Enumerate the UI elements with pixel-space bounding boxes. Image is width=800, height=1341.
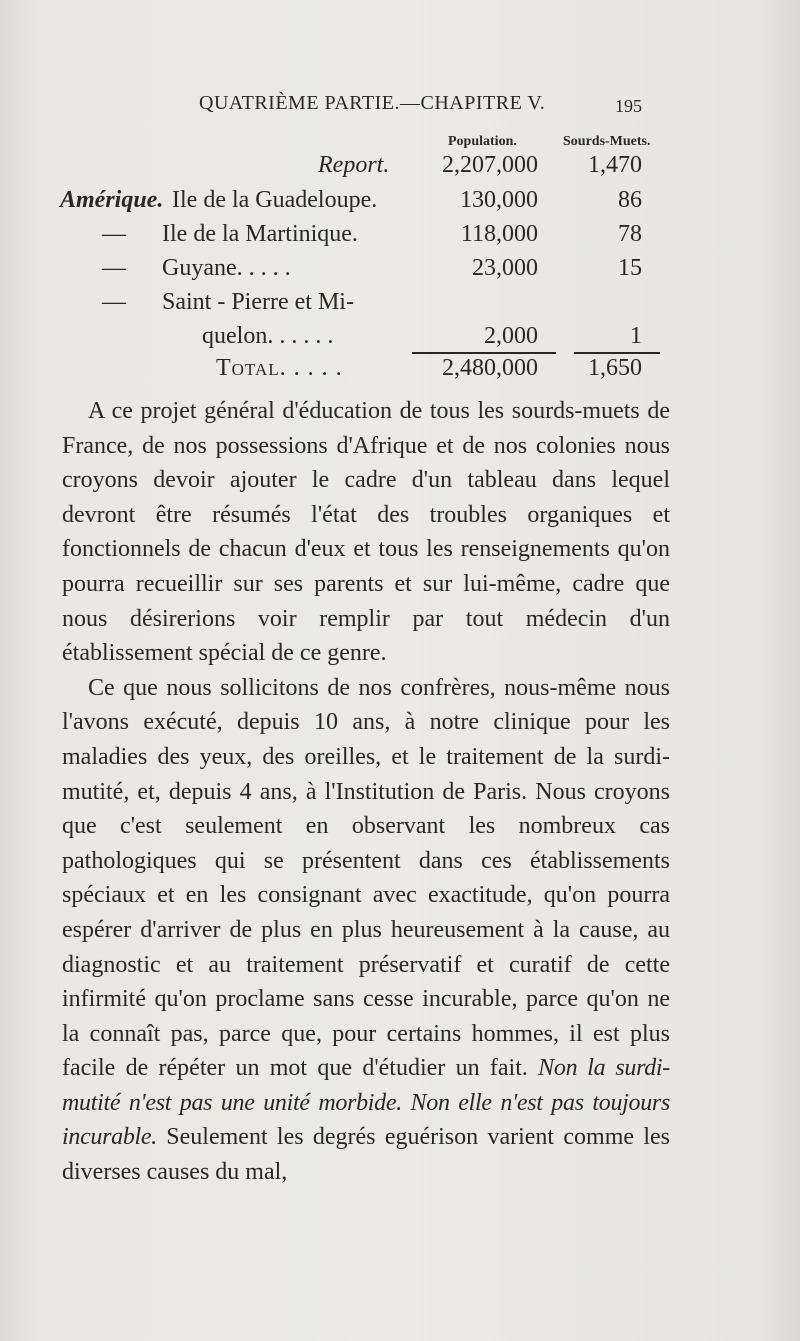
sourds-value: 15 <box>618 255 642 281</box>
table-row-report <box>0 152 800 192</box>
body-text <box>62 394 670 1190</box>
sourds-value: 78 <box>618 221 642 247</box>
page-number: 195 <box>615 96 642 116</box>
sum-rule-sourds <box>574 352 660 354</box>
population-value: 130,000 <box>460 187 538 213</box>
italic-emphasis: Non la surdi-mutité n'est pas une unité morbide. Non elle n'est pas toujours incurable. <box>62 1055 670 1151</box>
sourds-value: 86 <box>618 187 642 213</box>
population-value: 118,000 <box>460 221 538 247</box>
paragraph: A ce projet général d'éducation de tous les sourds-muets de France, de nos possessions d'Afrique et de nos colonies nous croyons devoir ajouter le cadre d'un tableau dans lequel devront être résumés l'état des troubles organiques et fonctionnels de chacun d'eux et tous les renseignements qu'on pourra recueillir sur ses parents et sur lui-même, cadre que nous désirerions voir remplir par tout médecin d'un établissement spécial de ce genre. <box>62 398 670 667</box>
place-label: Guyane. . . . . <box>162 255 291 281</box>
ditto-dash: — <box>102 255 126 281</box>
total-label: Total. . . . . <box>216 355 343 381</box>
sum-rule-population <box>412 352 556 354</box>
running-title: QUATRIÈME PARTIE.—CHAPITRE V. <box>199 92 546 114</box>
table-row-total <box>0 355 800 395</box>
paragraph-text-end: Seulement les degrés eguérison varient comme les diverses causes du mal, <box>62 1124 671 1186</box>
ditto-dash: — <box>102 289 126 315</box>
population-value: 23,000 <box>472 255 538 281</box>
total-sourds: 1,650 <box>588 355 642 381</box>
paragraph <box>62 671 670 1190</box>
total-population: 2,480,000 <box>442 355 538 381</box>
report-sourds: 1,470 <box>588 152 642 178</box>
column-header-sourds-muets: Sourds-Muets. <box>563 134 651 149</box>
ditto-dash: — <box>102 221 126 247</box>
column-header-population: Population. <box>448 134 517 149</box>
place-label: Saint - Pierre et Mi- <box>162 289 354 315</box>
sourds-value: 1 <box>630 323 642 349</box>
report-population: 2,207,000 <box>442 152 538 178</box>
place-label: Ile de la Martinique. <box>162 221 358 247</box>
report-label: Report. <box>318 152 390 178</box>
population-value: 2,000 <box>484 323 538 349</box>
paragraph-text: Ce que nous sollicitons de nos confrères, nous-même nous l'avons exécuté, depuis 10 ans, à notre clinique pour les maladies des yeux, des oreilles, et le traitement de la surdi-mutité, et, depuis 4 ans, à l'Institution de Paris. Nous croyons que c'est seulement en observant les nombreux cas pathologiques qui se présentent dans ces établissements spéciaux et en les consignant avec exactitude, qu'on pourra espérer d'arriver de plus en plus heureusement à la cause, au diagnostic et au traitement préservatif et curatif de cette infirmité qu'on proclame sans cesse incurable, parce qu'on ne la connaît pas, parce que, pour certains hommes, il est plus facile de répéter un mot que d'étudier un fait. <box>62 674 670 1082</box>
place-label: Ile de la Guadeloupe. <box>172 187 378 213</box>
place-label-continued: quelon. . . . . . <box>202 323 334 349</box>
region-label: Amérique. <box>60 187 164 213</box>
